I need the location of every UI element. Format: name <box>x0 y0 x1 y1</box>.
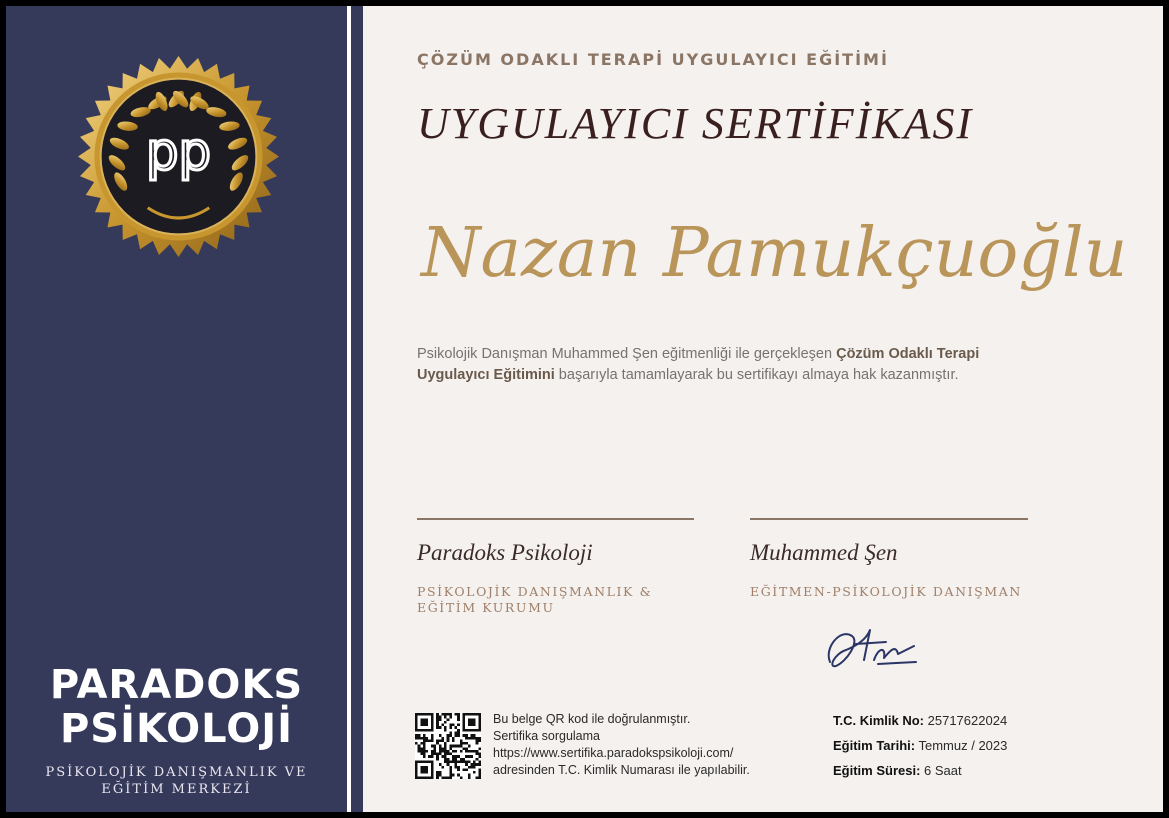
description-bold-course: Çözüm Odaklı Terapi Uygulayıcı Eğitimini <box>417 346 980 383</box>
signatory-name-institution: Paradoks Psikoloji <box>417 540 593 565</box>
left-panel <box>6 6 347 812</box>
detail-duration-label: Eğitim Süresi: <box>833 763 921 778</box>
signatory-role-institution-line-1: PSİKOLOJİK DANIŞMANLIK & <box>417 584 653 599</box>
recipient-name-text: Nazan Pamukçuoğlu <box>421 214 1128 293</box>
handwritten-signature-icon <box>816 618 926 673</box>
brand-name-line-1: PARADOKS <box>49 662 304 708</box>
logo-monogram: pp <box>145 121 212 182</box>
certificate-title: UYGULAYICI SERTİFİKASI <box>417 99 974 148</box>
detail-date-value: Temmuz / 2023 <box>918 738 1008 753</box>
signatory-name-trainer: Muhammed Şen <box>750 540 898 565</box>
description-text-1: Psikolojik Danışman Muhammed Şen eğitmenliği ile gerçekleşen <box>417 346 837 362</box>
detail-date-label: Eğitim Tarihi: <box>833 738 916 753</box>
detail-duration <box>833 763 962 778</box>
signature-line-right <box>750 518 1028 520</box>
description-text-2: başarıyla tamamlayarak bu sertifikayı almaya hak kazanmıştır. <box>554 367 959 383</box>
signatory-role-institution-line-2: EĞİTİM KURUMU <box>417 600 555 615</box>
detail-date <box>833 738 1007 753</box>
divider-stripe-navy <box>351 6 363 812</box>
brand-tagline-line-2: EĞİTİM MERKEZİ <box>101 782 252 797</box>
verification-line-1: Bu belge QR kod ile doğrulanmıştır. <box>493 712 691 726</box>
brand-tagline-line-1: PSİKOLOJİK DANIŞMANLIK VE <box>45 765 308 780</box>
verification-line-4: adresinden T.C. Kimlik Numarası ile yapılabilir. <box>493 763 750 777</box>
detail-id-label: T.C. Kimlik No: <box>833 713 925 728</box>
verification-info <box>493 711 813 779</box>
verification-line-2: Sertifika sorgulama <box>493 729 600 743</box>
laurel-seal-pp-icon <box>76 54 281 259</box>
certificate <box>6 6 1163 812</box>
recipient-name <box>411 196 1128 306</box>
detail-id <box>833 713 1007 728</box>
verification-url[interactable]: https://www.sertifika.paradokspsikoloji.com/ <box>493 746 734 760</box>
signatory-role-trainer: EĞİTMEN-PSİKOLOJİK DANIŞMAN <box>750 584 1022 599</box>
qr-code-icon[interactable] <box>415 713 481 779</box>
certificate-description <box>417 344 1017 386</box>
brand-name-line-2: PSİKOLOJİ <box>59 706 294 752</box>
detail-duration-value: 6 Saat <box>924 763 962 778</box>
signature-line-left <box>417 518 694 520</box>
detail-id-value: 25717622024 <box>927 713 1008 728</box>
program-title: ÇÖZÜM ODAKLI TERAPİ UYGULAYICI EĞİTİMİ <box>417 50 889 69</box>
